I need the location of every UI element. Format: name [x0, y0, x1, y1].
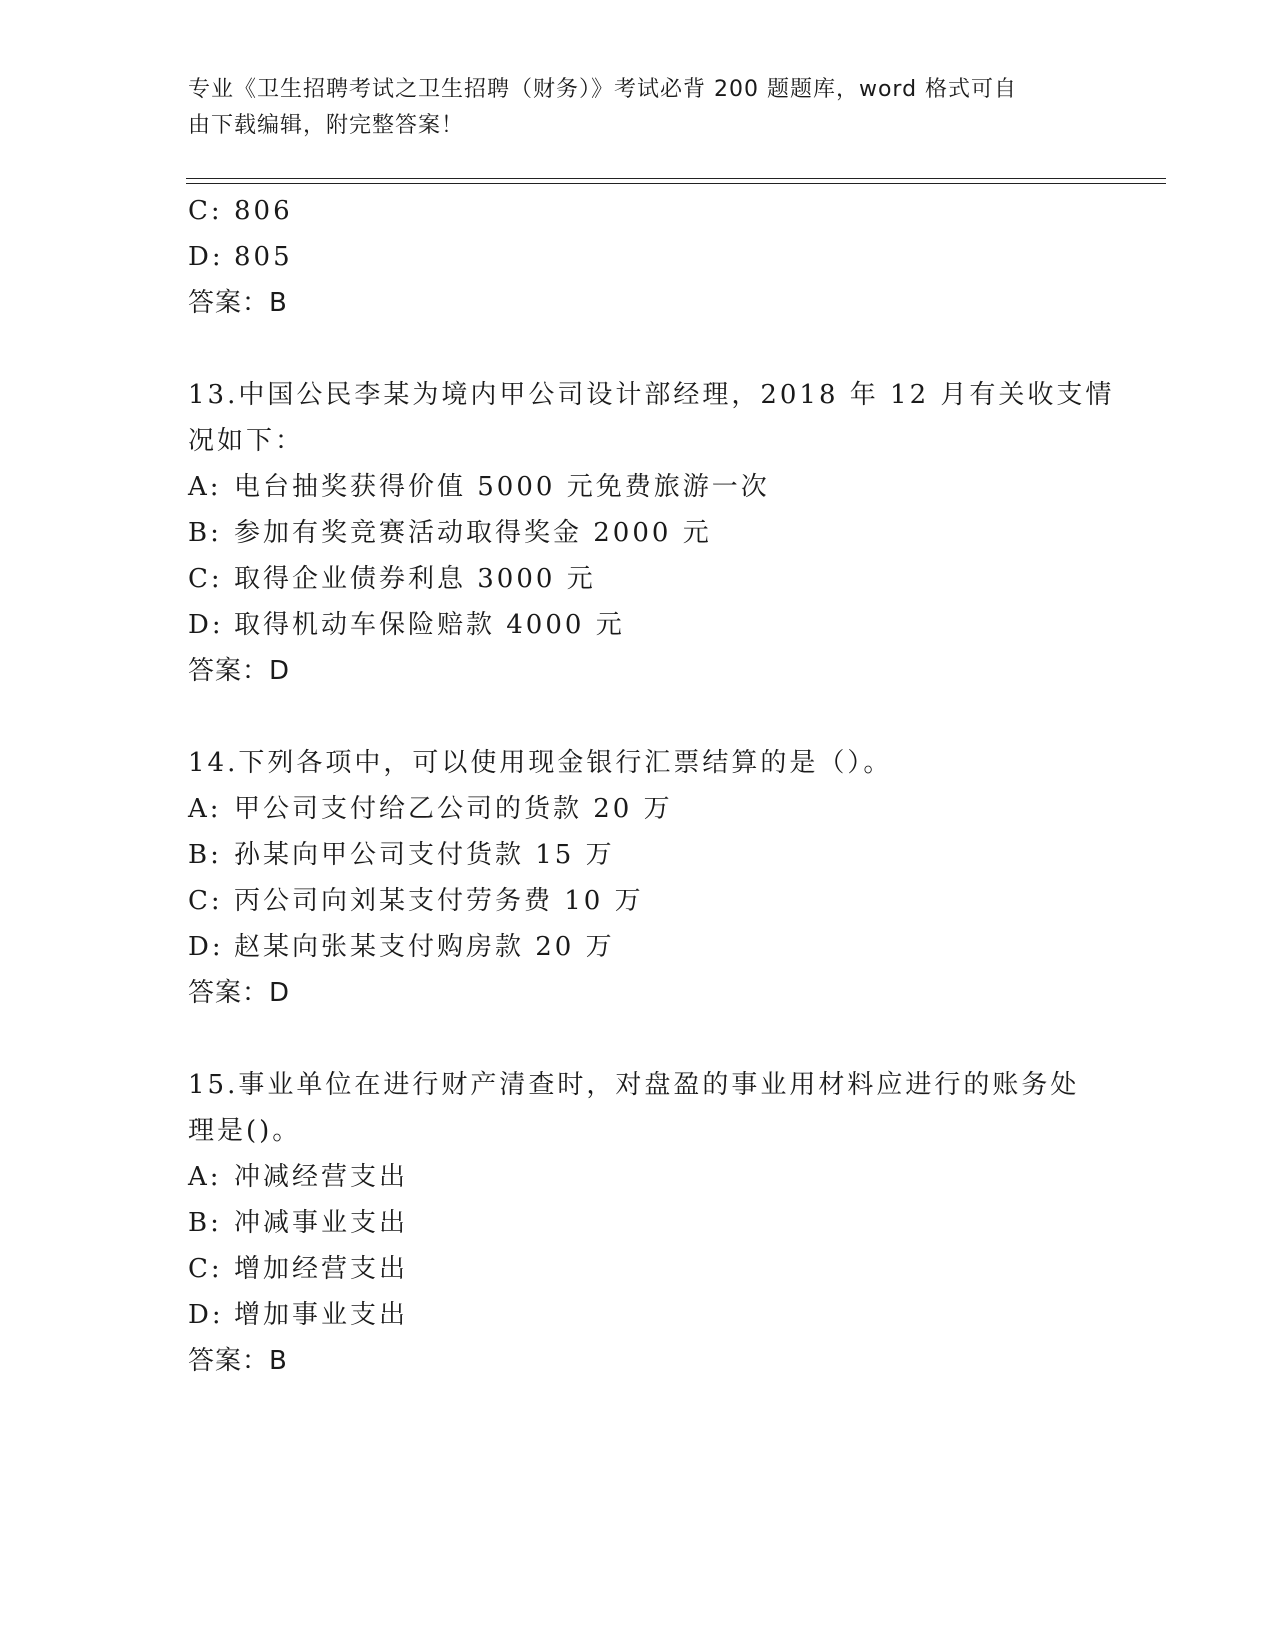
answer-line: 答案：D	[188, 656, 291, 686]
question-stem-line: 13.中国公民李某为境内甲公司设计部经理，2018 年 12 月有关收支情	[188, 380, 1115, 410]
option-text: 赵某向张某支付购房款 20 万	[234, 932, 615, 962]
option-key: D:	[188, 610, 224, 640]
question-stem-line: 理是()。	[188, 1116, 302, 1146]
option-text: 增加事业支出	[234, 1300, 409, 1330]
option-d	[188, 602, 1088, 648]
prev-question-tail	[188, 188, 1088, 326]
option-key: D:	[188, 932, 224, 962]
option-key: A:	[188, 794, 222, 824]
question-15	[188, 1062, 1088, 1384]
option-text: 电台抽奖获得价值 5000 元免费旅游一次	[234, 472, 770, 502]
header-divider-bottom	[186, 183, 1166, 184]
option-d	[188, 924, 1088, 970]
option-text: 增加经营支出	[234, 1254, 409, 1284]
option-key: D:	[188, 1300, 224, 1330]
option-c	[188, 878, 1088, 924]
option-a	[188, 464, 1088, 510]
question-stem-line: 15.事业单位在进行财产清查时，对盘盈的事业用材料应进行的账务处	[188, 1070, 1080, 1100]
answer-line: 答案：D	[188, 978, 291, 1008]
header-line-1: 专业《卫生招聘考试之卫生招聘（财务）》考试必背 200 题题库，word 格式可自	[188, 77, 1018, 102]
option-a	[188, 786, 1088, 832]
option-c	[188, 556, 1088, 602]
option-text: 805	[234, 242, 293, 272]
option-key: C:	[188, 886, 223, 916]
answer-line: 答案：B	[188, 1346, 288, 1376]
question-stem-line: 况如下：	[188, 426, 305, 456]
option-text: 冲减事业支出	[234, 1208, 409, 1238]
option-key: A:	[188, 1162, 222, 1192]
option-text: 取得机动车保险赔款 4000 元	[234, 610, 625, 640]
option-b	[188, 1200, 1088, 1246]
answer-line: 答案：B	[188, 288, 288, 318]
option-text: 参加有奖竞赛活动取得奖金 2000 元	[234, 518, 712, 548]
question-stem-line: 14.下列各项中，可以使用现金银行汇票结算的是（）。	[188, 748, 893, 778]
document-header	[188, 72, 1068, 144]
question-13	[188, 372, 1115, 694]
question-list	[188, 188, 1115, 1384]
option-b	[188, 510, 1088, 556]
option-text: 甲公司支付给乙公司的货款 20 万	[234, 794, 673, 824]
option-key: B:	[188, 1208, 222, 1238]
option-text: 冲减经营支出	[234, 1162, 409, 1192]
option-c	[188, 188, 1088, 234]
option-key: C:	[188, 196, 223, 226]
option-key: B:	[188, 518, 222, 548]
header-divider-top	[186, 178, 1166, 179]
option-key: D:	[188, 242, 224, 272]
option-b	[188, 832, 1088, 878]
option-key: A:	[188, 472, 222, 502]
option-d	[188, 234, 1088, 280]
option-key: C:	[188, 1254, 223, 1284]
option-d	[188, 1292, 1088, 1338]
header-line-2: 由下载编辑，附完整答案！	[188, 113, 465, 138]
option-text: 取得企业债券利息 3000 元	[234, 564, 596, 594]
option-a	[188, 1154, 1088, 1200]
option-key: C:	[188, 564, 223, 594]
option-text: 丙公司向刘某支付劳务费 10 万	[234, 886, 644, 916]
question-14	[188, 740, 1088, 1016]
option-c	[188, 1246, 1088, 1292]
option-text: 孙某向甲公司支付货款 15 万	[234, 840, 615, 870]
option-text: 806	[234, 196, 293, 226]
option-key: B:	[188, 840, 222, 870]
